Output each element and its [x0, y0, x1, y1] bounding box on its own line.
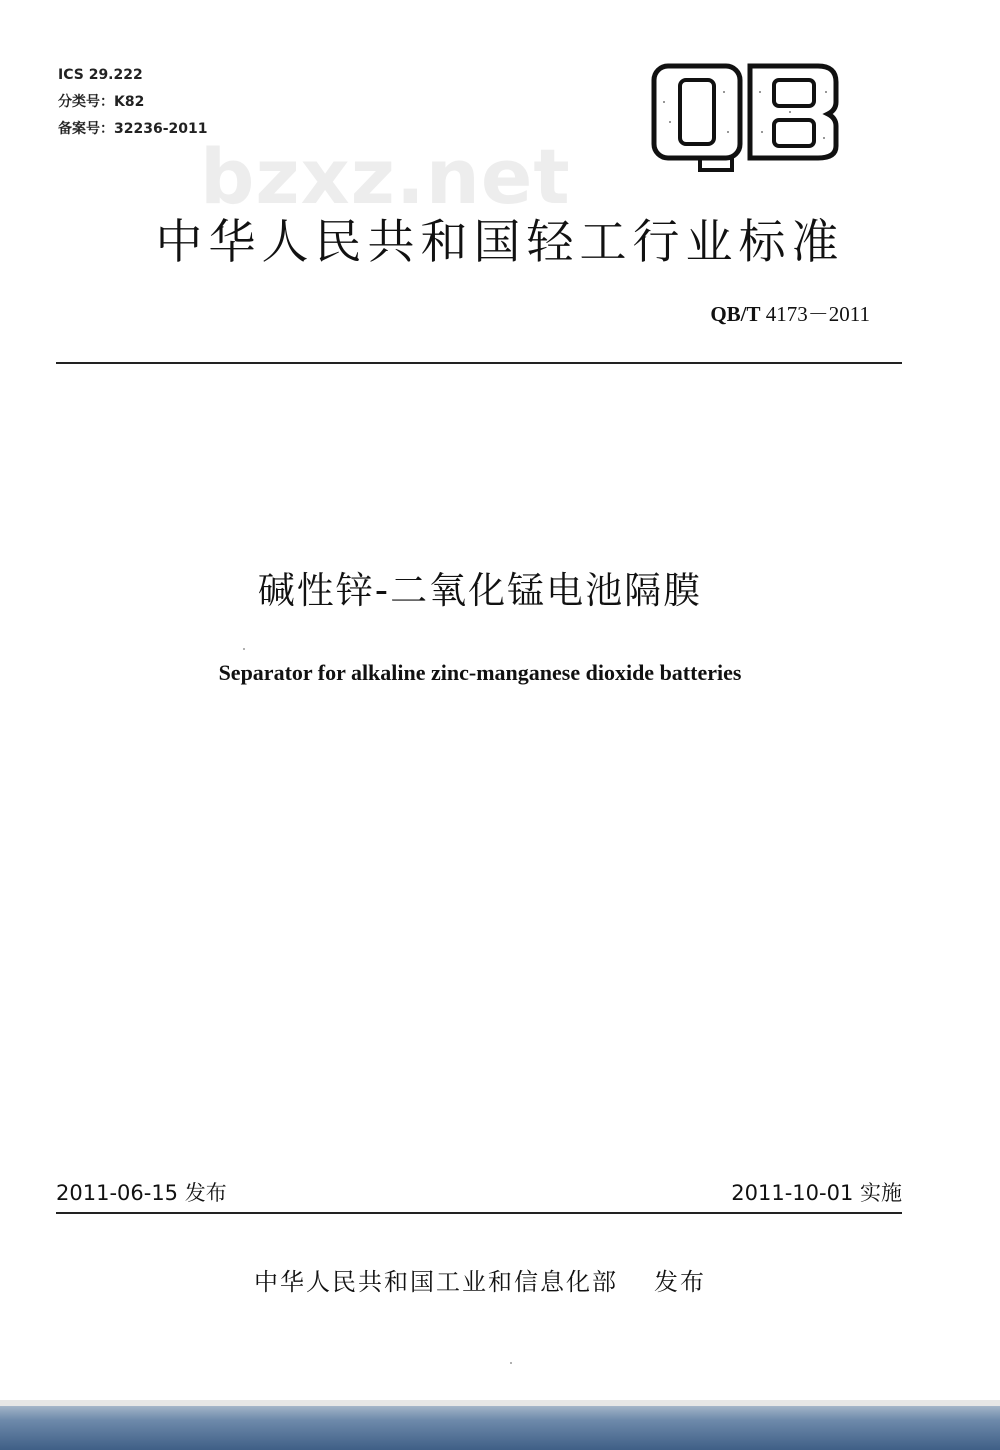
classification-block	[58, 62, 207, 143]
background-sea-strip	[0, 1400, 1000, 1450]
issue-date: 2011-06-15 发布	[56, 1181, 227, 1205]
effective-date: 2011-10-01 实施	[731, 1181, 902, 1205]
page-bottom-edge	[0, 1400, 1000, 1406]
standard-code: QB/T	[710, 302, 761, 326]
document-title-english: Separator for alkaline zinc-manganese dioxide batteries	[218, 660, 742, 685]
watermark: bzxz.net	[200, 132, 571, 221]
scan-speck	[510, 1362, 512, 1364]
publisher-line	[0, 1262, 960, 1297]
top-divider	[56, 362, 902, 364]
scan-speck	[243, 648, 245, 650]
standard-number-value: 4173－2011	[765, 302, 870, 326]
ics-code: ICS 29.222	[58, 67, 143, 83]
standard-category-title: 中华人民共和国轻工行业标准	[155, 215, 845, 270]
filing-number: 备案号：32236-2011	[58, 121, 208, 137]
standard-number	[710, 298, 870, 328]
publisher-action: 发布	[654, 1268, 706, 1296]
classification-number: 分类号：K82	[58, 94, 145, 110]
bottom-divider	[56, 1212, 902, 1214]
publisher-name: 中华人民共和国工业和信息化部	[254, 1268, 618, 1296]
qb-logo	[650, 62, 840, 174]
document-title-chinese: 碱性锌-二氧化锰电池隔膜	[257, 569, 703, 612]
